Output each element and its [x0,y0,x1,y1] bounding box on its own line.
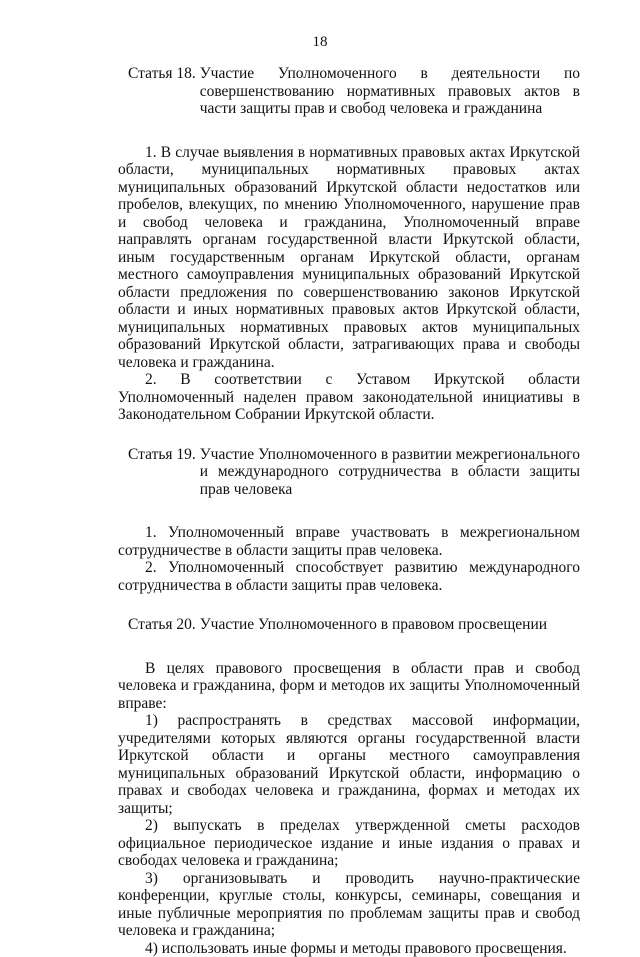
article-18-heading [128,65,580,118]
page-number: 18 [0,33,640,51]
list-item: 2) выпускать в пределах утвержденной сметы расходов официальное периодическое издание и иные издания о правах и свободах человека и гражданина; [118,817,580,870]
article-20-heading [128,616,580,634]
article-number: Статья 18. [128,65,200,118]
article-paragraph: 1. В случае выявления в нормативных правовых актах Иркутской области, муниципальных нормативных правовых актах муниципальных образований Иркутской области недостатков или пробелов, влекущих, по мнению Уполномоченного, нарушение прав и свобод человека и гражданина, Уполномоченный вправе направлять органам государственной власти Иркутской области, иным государственным органам Иркутской области, органам местного самоуправления муниципальных образований Иркутской области предложения по совершенствованию законов Иркутской области и иных нормативных правовых актов Иркутской области, муниципальных нормативных правовых актов муниципальных образований Иркутской области, затрагивающих права и свободы человека и гражданина. [118,144,580,372]
article-paragraph: 1. Уполномоченный вправе участвовать в межрегиональном сотрудничестве в области защиты прав человека. [118,524,580,559]
list-item: 1) распространять в средствах массовой информации, учредителями которых являются органы государственной власти Иркутской области и органы местного самоуправления муниципальных образований Иркутской области, информацию о правах и свободах человека и гражданина, формах и методах их защиты; [118,712,580,817]
article-number: Статья 19. [128,446,200,499]
article-19-heading [128,446,580,499]
article-paragraph: 2. Уполномоченный способствует развитию международного сотрудничества в области защиты прав человека. [118,559,580,594]
list-item: 4) использовать иные формы и методы правового просвещения. [118,940,580,957]
article-paragraph: 2. В соответствии с Уставом Иркутской области Уполномоченный наделен правом законодательной инициативы в Законодательном Собрании Иркутской области. [118,371,580,424]
article-title: Участие Уполномоченного в развитии межрегионального и международного сотрудничества в области защиты прав человека [200,446,580,499]
article-number: Статья 20. [128,616,200,634]
article-paragraph: В целях правового просвещения в области прав и свобод человека и гражданина, форм и методов их защиты Уполномоченный вправе: [118,660,580,713]
article-title: Участие Уполномоченного в правовом просвещении [200,616,580,634]
list-item: 3) организовывать и проводить научно-практические конференции, круглые столы, конкурсы, семинары, совещания и иные публичные мероприятия по проблемам защиты прав и свобод человека и гражданина; [118,870,580,940]
article-title: Участие Уполномоченного в деятельности по совершенствованию нормативных правовых актов в части защиты прав и свобод человека и гражданина [200,65,580,118]
document-body [118,65,580,957]
